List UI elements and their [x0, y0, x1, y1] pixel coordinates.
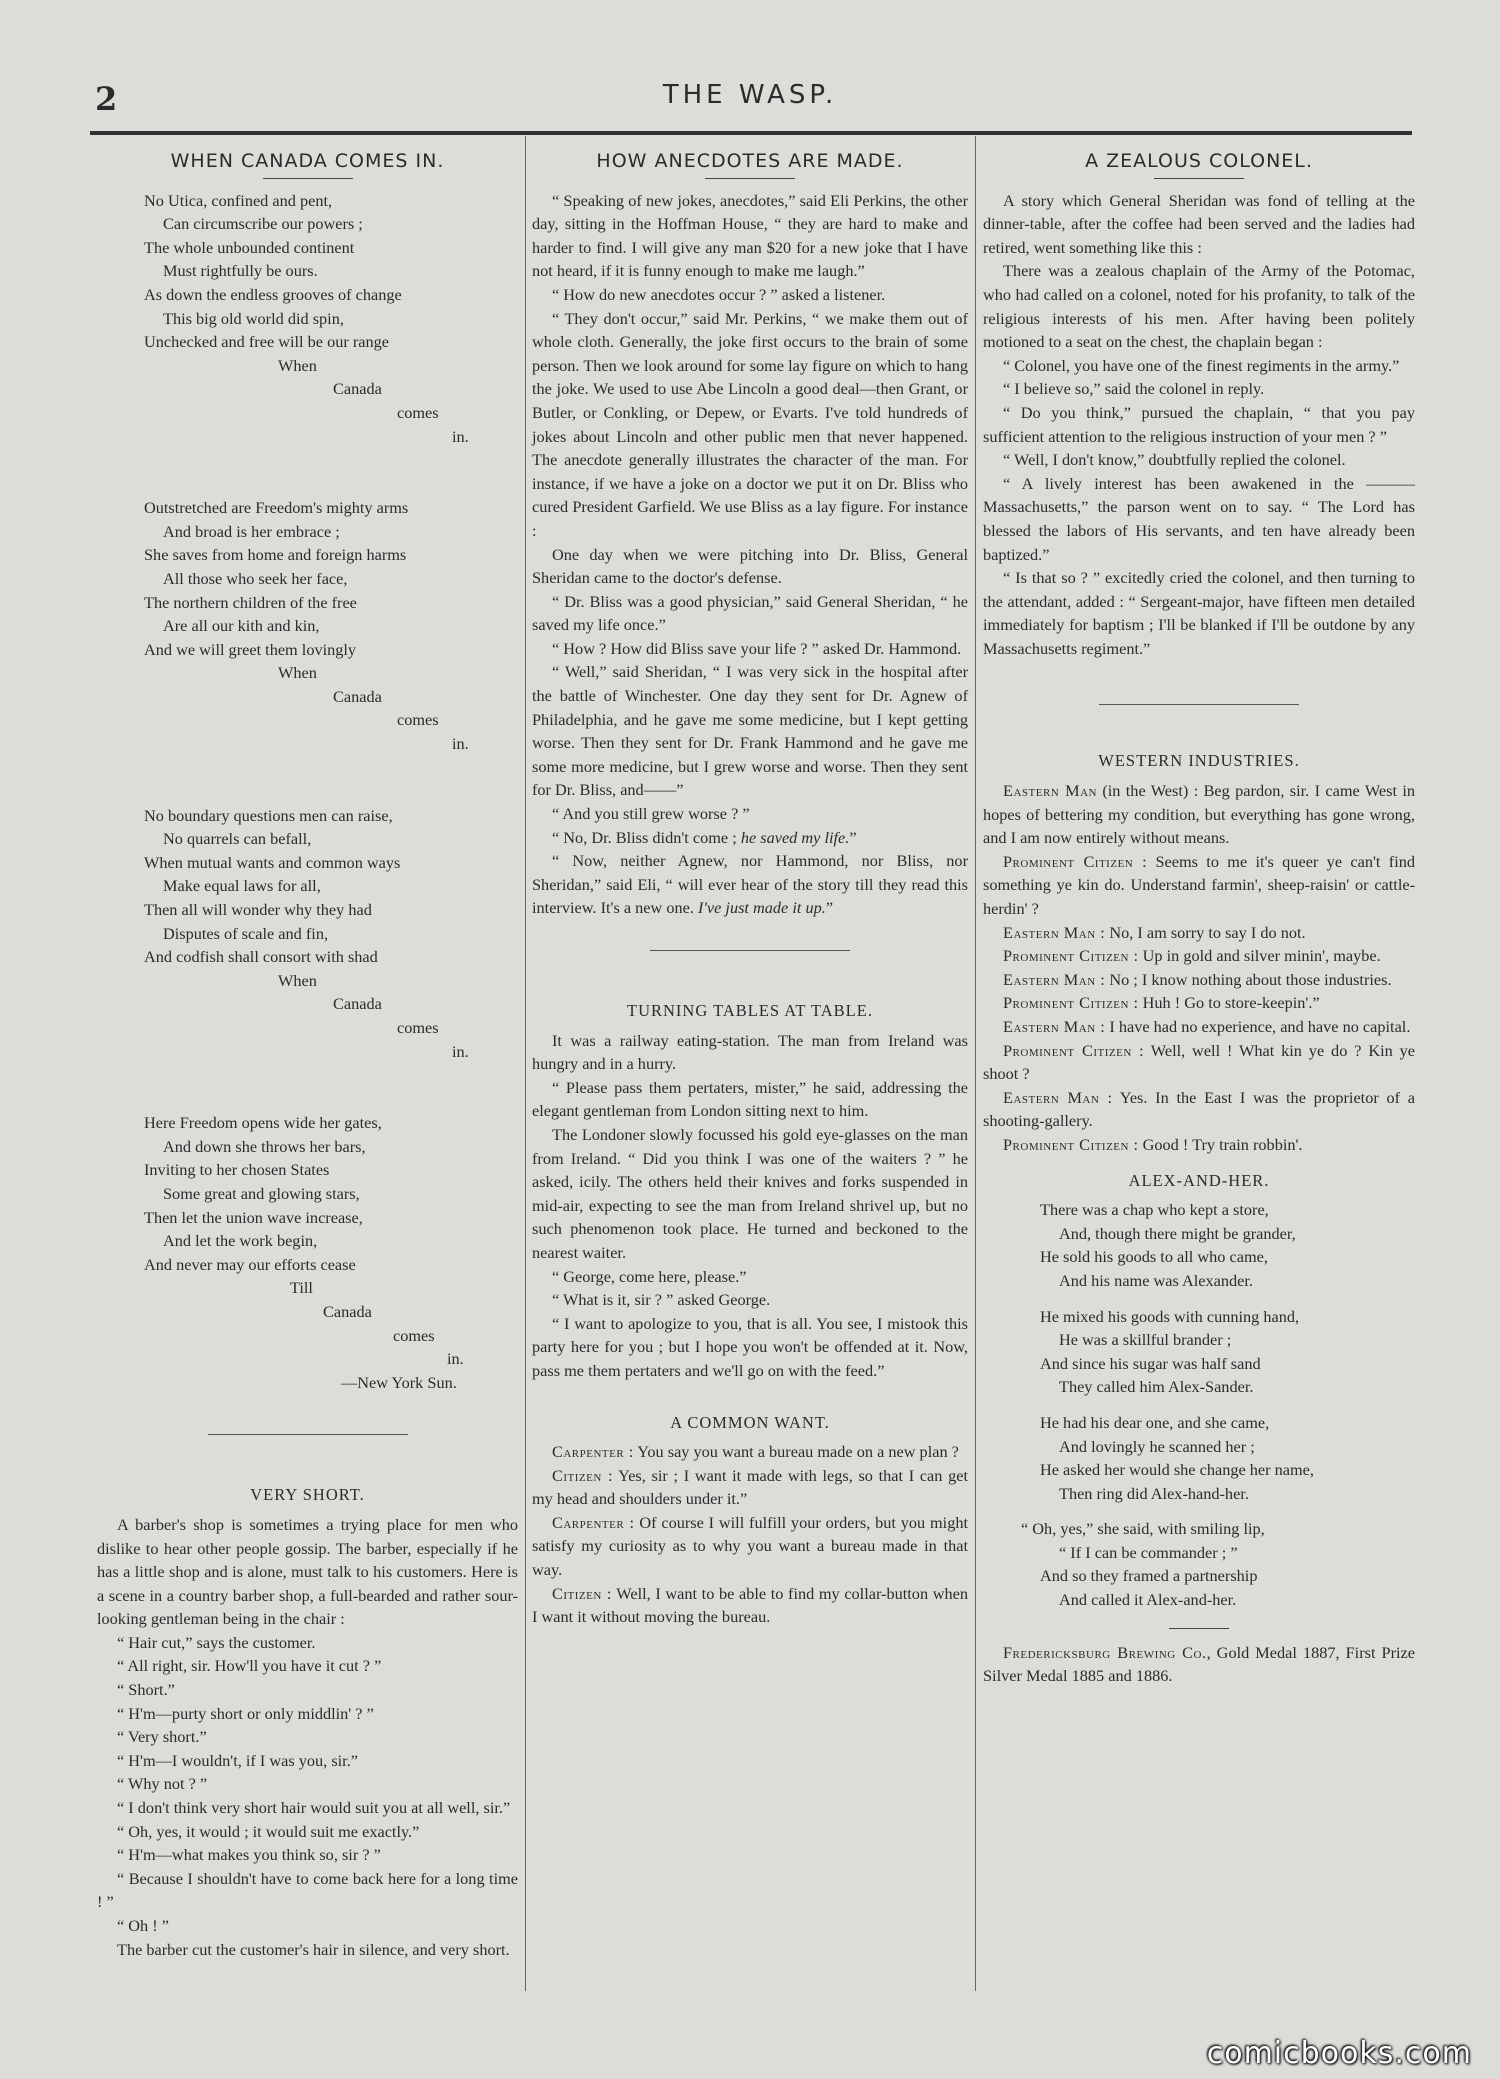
dialogue-text: Seems to me it's queer ye can't find something ye kin do. Understand farmin', sheep-raisin' or cattle-herdin' ? [983, 851, 1416, 919]
speaker-label: Citizen : [552, 1583, 612, 1603]
refrain-canada: Canada [333, 686, 382, 706]
refrain-when: When [278, 355, 317, 375]
paragraph: “ They don't occur,” said Mr. Perkins, “ we make them out of whole cloth. Generally, the joke first occurs to the brain of some person. Then we look around for some lay figure on which to hang the joke. We used to use Abe Lincoln a good deal—then Grant, or Butler, or Conkling, or Depew, or Evarts. I've told hundreds of jokes about Lincoln and other public men that never happened. The anecdote generally illustrates the character of the man. For instance, if we have a joke on a doctor we put it on Dr. Bliss who cured President Garfield. We use Bliss as a lay figure. For instance : [532, 308, 968, 540]
refrain-in: in. [452, 426, 469, 446]
poem-line: Inviting to her chosen States [144, 1160, 330, 1180]
refrain-comes: comes [397, 402, 439, 422]
paragraph: “ Oh ! ” [117, 1916, 169, 1935]
paragraph: “ Speaking of new jokes, anecdotes,” said Eli Perkins, the other day, sitting in the Hoffman House, “ they are hard to make and harder to find. I will give any man $20 for a new joke that I have not heard, if it is funny enough to make me laugh.” [532, 190, 968, 281]
dialogue-text: Yes. In the East I was the proprietor of a shooting-gallery. [983, 1087, 1415, 1131]
poem-line: Then let the union wave increase, [144, 1207, 363, 1227]
paragraph: A barber's shop is sometimes a trying place for men who dislike to hear other people gossip. The barber, especially if he has a little shop and is alone, must talk to his customers. Here is a scene in a country barber shop, a full-bearded and rather sour-looking gentleman being in the chair : [97, 1514, 518, 1629]
refrain-in: in. [452, 734, 469, 754]
paragraph: One day when we were pitching into Dr. Bliss, General Sheridan came to the doctor's defense. [532, 544, 968, 588]
paragraph: “ Please pass them pertaters, mister,” he said, addressing the elegant gentleman from London sitting next to him. [532, 1077, 968, 1121]
section-title: A COMMON WANT. [670, 1412, 830, 1432]
speaker-label: Carpenter : [552, 1512, 635, 1532]
paragraph: “ All right, sir. How'll you have it cut ? ” [117, 1656, 382, 1676]
speaker-label: Carpenter : [552, 1442, 634, 1462]
column-2 [532, 142, 968, 1629]
poem-line: And let the work begin, [163, 1231, 318, 1251]
poem-line: Outstretched are Freedom's mighty arms [144, 498, 409, 518]
speaker-label: Prominent Citizen : [1003, 993, 1139, 1013]
dialogue-line [983, 779, 1415, 850]
article-common-want [532, 1440, 968, 1629]
section-title: WESTERN INDUSTRIES. [1098, 751, 1300, 771]
poem-canada [97, 189, 518, 1395]
poem-stanza [983, 1305, 1415, 1399]
dialogue-text: No, I am sorry to say I do not. [1105, 922, 1306, 942]
dialogue-text: Well, I want to be able to find my collar-button when I want it without moving the bureau. [532, 1583, 968, 1627]
section-title: VERY SHORT. [250, 1485, 365, 1505]
section-title: HOW ANECDOTES ARE MADE. [596, 150, 904, 172]
refrain-when: When [278, 970, 317, 990]
poem-line: And never may our efforts cease [144, 1254, 356, 1274]
text-run: “ No, Dr. Bliss didn't come ; [552, 827, 741, 847]
dialogue-line [983, 991, 1415, 1015]
dialogue-text: Huh ! Go to store-keepin'.” [1138, 993, 1320, 1013]
title-rule [263, 178, 353, 179]
speaker-label: Prominent Citizen : [1003, 1134, 1139, 1154]
poem-line: As down the endless grooves of change [144, 284, 402, 304]
paragraph: “ I don't think very short hair would suit you at all well, sir.” [117, 1798, 511, 1818]
masthead-title: THE WASP. [662, 80, 838, 110]
refrain-comes: comes [397, 1018, 439, 1037]
poem-title: WHEN CANADA COMES IN. [170, 150, 445, 172]
advertiser-name: Fredericksburg Brewing Co. [1003, 1642, 1207, 1662]
column-rule-1 [525, 136, 526, 1991]
dialogue-line [983, 1086, 1415, 1133]
poem-line: The northern children of the free [144, 592, 357, 612]
dialogue-line [983, 1133, 1415, 1157]
poem-line: Some great and glowing stars, [163, 1183, 360, 1203]
dialogue-line [983, 850, 1415, 921]
speaker-label: Eastern Man : [1003, 922, 1106, 942]
paragraph: “ George, come here, please.” [552, 1266, 747, 1286]
poem-stanza [97, 804, 518, 1064]
poem-line: No Utica, confined and pent, [144, 190, 333, 210]
article-zealous-colonel [983, 189, 1415, 661]
speaker-label: Eastern Man : [1003, 1087, 1113, 1107]
paragraph: A story which General Sheridan was fond of telling at the dinner-table, after the coffee had been served and the ladies had retired, went something like this : [983, 190, 1415, 257]
section-title: ALEX-AND-HER. [1128, 1170, 1270, 1190]
poem-line: All those who seek her face, [163, 568, 348, 588]
article-very-short [97, 1513, 518, 1961]
poem-line: And so they framed a partnership [1040, 1566, 1258, 1586]
poem-line: And since his sugar was half sand [1040, 1353, 1261, 1373]
brewing-advertisement [983, 1641, 1415, 1688]
poem-line: And we will greet them lovingly [144, 639, 357, 659]
speaker-label: Eastern Man : [1003, 969, 1106, 989]
paragraph: It was a railway eating-station. The man from Ireland was hungry and in a hurry. [532, 1030, 968, 1074]
poem-line: Disputes of scale and fin, [163, 923, 329, 943]
paragraph: “ What is it, sir ? ” asked George. [552, 1290, 771, 1310]
poem-line: He asked her would she change her name, [1040, 1460, 1314, 1480]
poem-line: She saves from home and foreign harms [144, 545, 407, 565]
dialogue-line [983, 1039, 1415, 1086]
speaker-label: Prominent Citizen : [1003, 851, 1148, 871]
dialogue-text: Good ! Try train robbin'. [1138, 1134, 1303, 1154]
poem-line: Must rightfully be ours. [163, 261, 318, 281]
poem-line: The whole unbounded continent [144, 237, 355, 257]
section-separator [1169, 1628, 1229, 1629]
text-run: ” [849, 827, 857, 847]
section-separator [1099, 704, 1299, 705]
dialogue-text: (in the West) : Beg pardon, sir. I came West in hopes of bettering my condition, but everything has gone wrong, and I am now entirely without means. [983, 781, 1415, 848]
text-run: “ Now, neither Agnew, nor Hammond, nor Bliss, nor Sheridan,” said Eli, “ will ever hear of the story till they read this interview. It's a new one. [532, 851, 968, 918]
speaker-label: Prominent Citizen : [1003, 946, 1139, 966]
paragraph: “ Hair cut,” says the customer. [117, 1632, 316, 1652]
text-run: ” [825, 898, 834, 918]
title-rule [705, 178, 795, 179]
paragraph: “ Colonel, you have one of the finest regiments in the army.” [1003, 355, 1400, 375]
paragraph: “ Very short.” [117, 1727, 207, 1747]
source-credit: —New York Sun. [341, 1372, 457, 1392]
paragraph: “ Why not ? ” [117, 1774, 208, 1794]
dialogue-line [983, 968, 1415, 992]
paragraph: “ Well,” said Sheridan, “ I was very sick in the hospital after the battle of Winchester. One day they sent for Dr. Agnew of Philadelphia, and he gave me some medicine, but I kept getting worse. Then they sent for Dr. Frank Hammond and he gave me some more medicine, but I grew worse and worse. Then they sent for Dr. Bliss, and——” [532, 662, 968, 800]
poem-line: “ If I can be commander ; ” [1059, 1542, 1238, 1562]
poem-line: Can circumscribe our powers ; [163, 214, 363, 234]
speaker-label: Eastern Man : [1003, 1017, 1106, 1036]
refrain-till: Till [290, 1278, 313, 1298]
poem-alex-and-her [983, 1198, 1415, 1612]
paragraph: “ Dr. Bliss was a good physician,” said General Sheridan, “ he saved my life once.” [532, 591, 968, 635]
article-tables [532, 1029, 968, 1383]
column-1 [97, 142, 518, 1961]
dialogue-line [532, 1440, 968, 1464]
italic-text: I've just made it up. [698, 898, 826, 918]
dialogue-text: Yes, sir ; I want it made with legs, so that I can get my head and shoulders under it.” [532, 1465, 968, 1509]
poem-line: He mixed his goods with cunning hand, [1040, 1306, 1300, 1326]
paragraph: “ Do you think,” pursued the chaplain, “ that you pay sufficient attention to the religious instruction of your men ? ” [983, 402, 1415, 446]
dialogue-line [532, 1464, 968, 1511]
poem-line: There was a chap who kept a store, [1040, 1200, 1269, 1220]
paragraph: “ H'm—what makes you think so, sir ? ” [117, 1845, 381, 1865]
dialogue-line [983, 944, 1415, 968]
poem-line: They called him Alex-Sander. [1059, 1377, 1254, 1397]
poem-stanza [97, 189, 518, 449]
italic-text: he saved my life. [740, 827, 850, 847]
paragraph: “ How ? How did Bliss save your life ? ” asked Dr. Hammond. [552, 638, 962, 658]
column-3 [983, 142, 1415, 1688]
paragraph: “ I want to apologize to you, that is all. You see, I mistook this party here for you ; but I hope you won't be offended at it. Now, pass me them pertaters and we'll go on with the feed.” [532, 1313, 968, 1380]
article-western-industries [983, 779, 1415, 1157]
poem-stanza [97, 496, 518, 756]
refrain-in: in. [452, 1041, 469, 1061]
paragraph: “ How do new anecdotes occur ? ” asked a listener. [552, 284, 886, 304]
poem-line: He had his dear one, and she came, [1040, 1412, 1270, 1432]
dialogue-text: Well, well ! What kin ye do ? Kin ye shoot ? [983, 1040, 1415, 1084]
speaker-label: Prominent Citizen : [1003, 1040, 1145, 1060]
refrain-when: When [278, 663, 317, 683]
paragraph: “ And you still grew worse ? ” [552, 804, 750, 824]
poem-line: And his name was Alexander. [1059, 1270, 1253, 1290]
column-rule-2 [975, 136, 976, 1991]
paragraph: “ Well, I don't know,” doubtfully replied the colonel. [1003, 450, 1346, 470]
watermark: comicbooks.com [1206, 2036, 1472, 2071]
dialogue-text: Of course I will fulfill your orders, but you might satisfy my curiosity as to why you want a bureau made in that way. [532, 1512, 968, 1580]
paragraph: “ Is that so ? ” excitedly cried the colonel, and then turning to the attendant, added : “ Sergeant-major, have fifteen men detailed immediately for baptism ; I'll be blanked if I'll be outdone by any Massachusetts regiment.” [983, 568, 1415, 658]
dialogue-line [983, 921, 1415, 945]
section-separator [208, 1434, 408, 1435]
poem-line: Here Freedom opens wide her gates, [144, 1113, 382, 1133]
poem-line: He was a skillful brander ; [1059, 1330, 1232, 1350]
poem-line: And, though there might be grander, [1059, 1223, 1296, 1243]
poem-line: This big old world did spin, [163, 308, 344, 328]
poem-line: “ Oh, yes,” she said, with smiling lip, [1021, 1519, 1265, 1539]
paragraph: “ H'm—I wouldn't, if I was you, sir.” [117, 1750, 359, 1770]
paragraph: “ Oh, yes, it would ; it would suit me exactly.” [117, 1821, 420, 1841]
poem-line: Unchecked and free will be our range [144, 332, 390, 352]
article-anecdotes [532, 189, 968, 920]
poem-line: Then all will wonder why they had [144, 900, 372, 920]
dialogue-text: I have had no experience, and have no capital. [1105, 1017, 1411, 1036]
paragraph: The barber cut the customer's hair in silence, and very short. [117, 1939, 510, 1959]
poem-stanza [97, 1111, 518, 1394]
paragraph: “ A lively interest has been awakened in the ——— Massachusetts,” the parson went on to say. “ The Lord has blessed the labors of His servants, and ten have already been baptized.” [983, 473, 1415, 564]
poem-stanza [983, 1517, 1415, 1611]
poem-line: When mutual wants and common ways [144, 852, 401, 872]
poem-stanza [983, 1411, 1415, 1505]
refrain-comes: comes [393, 1325, 435, 1345]
poem-line: No boundary questions men can raise, [144, 805, 393, 825]
poem-line: Make equal laws for all, [163, 876, 321, 896]
poem-stanza [983, 1198, 1415, 1292]
paragraph: There was a zealous chaplain of the Army of the Potomac, who had called on a colonel, noted for his profanity, to talk of the religious interests of his men. After having been politely motioned to a seat on the chest, the chaplain began : [983, 261, 1415, 352]
dialogue-line [532, 1582, 968, 1629]
poem-line: Then ring did Alex-hand-her. [1059, 1483, 1249, 1503]
poem-line: Are all our kith and kin, [163, 616, 320, 636]
refrain-canada: Canada [333, 994, 382, 1014]
paragraph: “ Short.” [117, 1680, 175, 1700]
poem-line: And broad is her embrace ; [163, 521, 340, 541]
page-number: 2 [95, 80, 118, 118]
paragraph [532, 849, 968, 920]
speaker-label: Citizen : [552, 1465, 613, 1485]
paragraph: “ Because I shouldn't have to come back here for a long time ! ” [97, 1868, 518, 1912]
paragraph [532, 826, 968, 850]
section-title: A ZEALOUS COLONEL. [1085, 150, 1313, 172]
dialogue-line [532, 1511, 968, 1582]
poem-line: No quarrels can befall, [163, 829, 312, 849]
refrain-canada: Canada [323, 1301, 372, 1321]
poem-line: And codfish shall consort with shad [144, 947, 378, 967]
dialogue-text: You say you want a bureau made on a new plan ? [633, 1442, 959, 1462]
dialogue-line [983, 1015, 1415, 1039]
refrain-comes: comes [397, 710, 439, 730]
refrain-canada: Canada [333, 379, 382, 399]
speaker-label: Eastern Man [1003, 781, 1097, 801]
poem-line: And lovingly he scanned her ; [1059, 1436, 1255, 1456]
poem-line: He sold his goods to all who came, [1040, 1247, 1268, 1267]
header-rule [90, 131, 1412, 135]
paragraph: “ I believe so,” said the colonel in reply. [1003, 379, 1265, 399]
section-title: TURNING TABLES AT TABLE. [627, 1001, 873, 1020]
poem-line: And down she throws her bars, [163, 1136, 366, 1156]
section-separator [650, 950, 850, 951]
poem-line: And called it Alex-and-her. [1059, 1590, 1237, 1610]
advertisement-text: , Gold Medal 1887, First Prize Silver Medal 1885 and 1886. [983, 1642, 1415, 1686]
paragraph: “ H'm—purty short or only middlin' ? ” [117, 1703, 374, 1723]
title-rule [1154, 178, 1244, 179]
dialogue-text: Up in gold and silver minin', maybe. [1138, 946, 1381, 966]
dialogue-text: No ; I know nothing about those industries. [1105, 969, 1392, 989]
paragraph: The Londoner slowly focussed his gold eye-glasses on the man from Ireland. “ Did you think I was one of the waiters ? ” he asked, icily. The others held their knives and forks suspended in mid-air, expecting to see the man from Ireland shrivel up, but no such phenomenon took place. He turned and beckoned to the nearest waiter. [532, 1124, 968, 1262]
refrain-in: in. [447, 1349, 464, 1369]
